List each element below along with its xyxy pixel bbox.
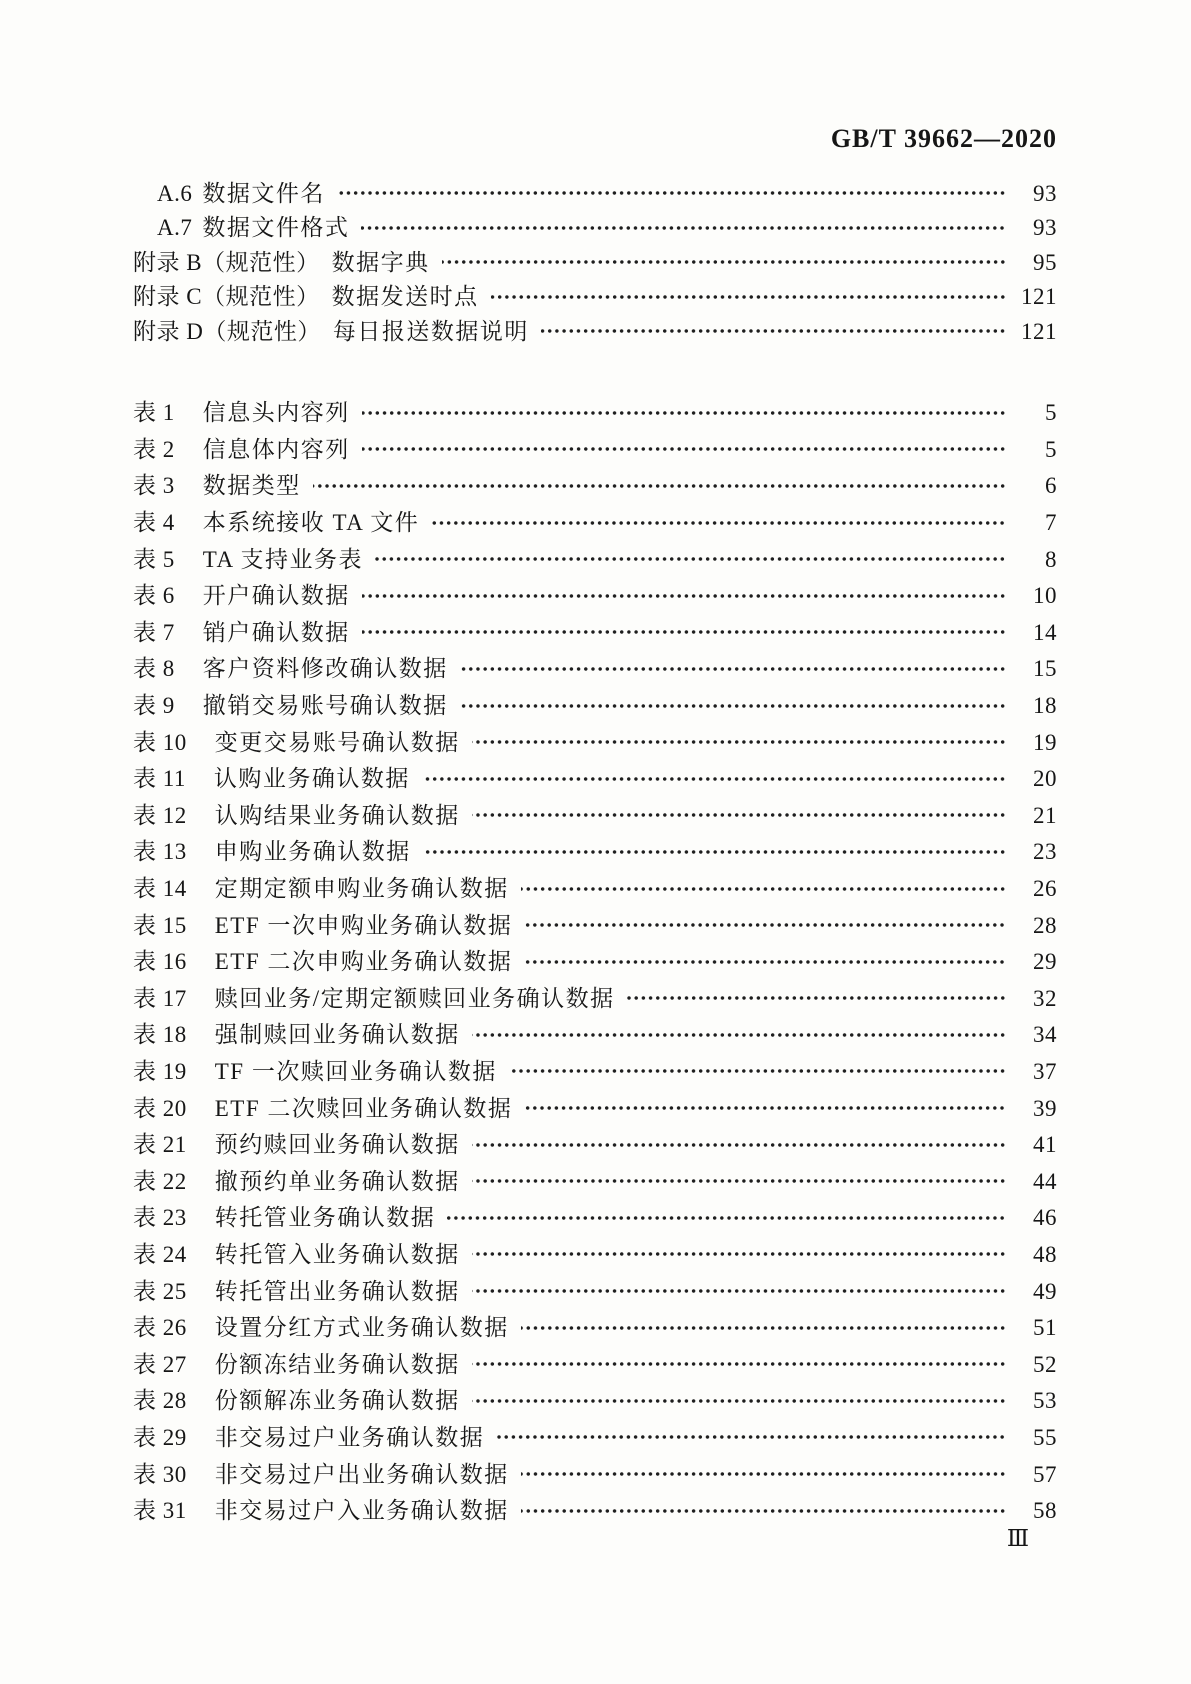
- standard-number-header: GB/T 39662—2020: [830, 124, 1057, 153]
- toc-entry-page-number: 121: [1021, 284, 1057, 310]
- toc-entry-title: 强制赎回业务确认数据: [214, 1022, 460, 1048]
- toc-entry-page-number: 26: [1033, 876, 1057, 902]
- toc-entry: [133, 834, 1057, 871]
- toc-entry: [133, 431, 1057, 468]
- toc-entry: [133, 1309, 1057, 1346]
- dot-leader-line: [375, 553, 1006, 565]
- toc-entry-title: 份额冻结业务确认数据: [214, 1351, 460, 1377]
- toc-entry-page-number: 95: [1033, 249, 1057, 275]
- toc-entry-title: 撤销交易账号确认数据: [202, 693, 448, 719]
- toc-entry-title: 定期定额申购业务确认数据: [214, 876, 509, 902]
- toc-entry: [133, 395, 1057, 432]
- toc-entry-label: 表 1: [133, 400, 175, 426]
- toc-entry-label: 表 17: [133, 985, 187, 1011]
- toc-entry-page-number: 7: [1045, 510, 1057, 536]
- toc-entry-page-number: 32: [1033, 985, 1057, 1011]
- toc-entry-title: 预约赎回业务确认数据: [214, 1132, 460, 1158]
- toc-entry: [133, 1017, 1057, 1054]
- dot-leader-line: [472, 1175, 1006, 1187]
- toc-entry-label: 表 14: [133, 876, 187, 902]
- toc-entry-label: 表 21: [133, 1132, 187, 1158]
- toc-entry: [133, 1090, 1057, 1127]
- toc-entry-page-number: 46: [1033, 1205, 1057, 1231]
- toc-entry-title: 赎回业务/定期定额赎回业务确认数据: [214, 985, 615, 1011]
- table-of-contents: [133, 176, 1057, 1529]
- toc-entry-label: 表 28: [133, 1388, 187, 1414]
- toc-entry: [133, 1419, 1057, 1456]
- toc-entry-label: 表 31: [133, 1498, 187, 1524]
- toc-entry: [133, 1053, 1057, 1090]
- toc-entry-title: 信息头内容列: [202, 400, 350, 426]
- toc-entry-label: 表 13: [133, 839, 187, 865]
- toc-entry: [133, 245, 1057, 280]
- toc-entry-title: 信息体内容列: [202, 436, 350, 462]
- toc-entry-page-number: 5: [1045, 436, 1057, 462]
- toc-entry-title: ETF 二次赎回业务确认数据: [214, 1095, 513, 1121]
- toc-entry: [133, 614, 1057, 651]
- toc-entry: [133, 1200, 1057, 1237]
- section-divider-gap: [133, 349, 1057, 395]
- dot-leader-line: [362, 443, 1006, 455]
- dot-leader-line: [521, 883, 1006, 895]
- toc-entry-title: 数据文件名: [202, 180, 325, 206]
- toc-entry-page-number: 19: [1033, 729, 1057, 755]
- toc-entry-label: 表 3: [133, 473, 175, 499]
- toc-entry: [133, 943, 1057, 980]
- toc-entry: [133, 1346, 1057, 1383]
- toc-entry: [133, 468, 1057, 505]
- dot-leader-line: [472, 1139, 1006, 1151]
- page-number-roman: Ⅲ: [1006, 1526, 1030, 1551]
- toc-entry-title: 份额解冻业务确认数据: [214, 1388, 460, 1414]
- dot-leader-line: [472, 1358, 1006, 1370]
- toc-entry-title: ETF 二次申购业务确认数据: [214, 949, 513, 975]
- dot-leader-line: [460, 663, 1006, 675]
- toc-entry-page-number: 28: [1033, 912, 1057, 938]
- toc-entry: [133, 907, 1057, 944]
- dot-leader-line: [472, 809, 1006, 821]
- toc-entry: [133, 1163, 1057, 1200]
- toc-entry-page-number: 29: [1033, 949, 1057, 975]
- toc-entry-page-number: 10: [1033, 583, 1057, 609]
- toc-entry-label: 附录 D（规范性）: [133, 318, 321, 344]
- toc-entry: [133, 1492, 1057, 1529]
- toc-entry-page-number: 49: [1033, 1278, 1057, 1304]
- toc-appendix-section: [133, 176, 1057, 349]
- toc-entry-title: 认购结果业务确认数据: [214, 802, 460, 828]
- toc-entry-page-number: 57: [1033, 1461, 1057, 1487]
- toc-entry: [133, 687, 1057, 724]
- toc-entry-page-number: 55: [1033, 1424, 1057, 1450]
- toc-entry-title: 非交易过户入业务确认数据: [214, 1498, 509, 1524]
- dot-leader-line: [422, 773, 1006, 785]
- toc-entry-page-number: 52: [1033, 1351, 1057, 1377]
- toc-entry: [133, 760, 1057, 797]
- toc-entry-title: 非交易过户出业务确认数据: [214, 1461, 509, 1487]
- toc-entry-label: 表 16: [133, 949, 187, 975]
- toc-entry-label: 附录 C（规范性）: [133, 284, 320, 310]
- toc-entry: [133, 314, 1057, 349]
- toc-entry-title: 销户确认数据: [202, 619, 350, 645]
- toc-entry-label: 表 2: [133, 436, 175, 462]
- toc-entry-label: 附录 B（规范性）: [133, 249, 320, 275]
- toc-entry-label: 表 25: [133, 1278, 187, 1304]
- dot-leader-line: [496, 1431, 1006, 1443]
- toc-entry-page-number: 44: [1033, 1168, 1057, 1194]
- dot-leader-line: [472, 1248, 1006, 1260]
- toc-entry: [133, 280, 1057, 315]
- toc-entry-label: 表 30: [133, 1461, 187, 1487]
- toc-entry-title: 申购业务确认数据: [214, 839, 411, 865]
- toc-entry-page-number: 5: [1045, 400, 1057, 426]
- toc-entry-label: A.6: [157, 180, 193, 206]
- toc-entry-title: 转托管业务确认数据: [214, 1205, 436, 1231]
- toc-entry-page-number: 93: [1033, 180, 1057, 206]
- dot-leader-line: [472, 1029, 1006, 1041]
- toc-entry-label: 表 9: [133, 693, 175, 719]
- toc-entry-label: 表 12: [133, 802, 187, 828]
- toc-entry-page-number: 8: [1045, 546, 1057, 572]
- dot-leader-line: [521, 1322, 1006, 1334]
- toc-entry-label: 表 10: [133, 729, 187, 755]
- toc-entry-title: 开户确认数据: [202, 583, 350, 609]
- toc-entry-page-number: 20: [1033, 766, 1057, 792]
- toc-entry: [133, 1126, 1057, 1163]
- dot-leader-line: [460, 700, 1006, 712]
- dot-leader-line: [472, 1395, 1006, 1407]
- toc-entry-title: 认购业务确认数据: [213, 766, 410, 792]
- toc-entry-label: 表 29: [133, 1424, 187, 1450]
- dot-leader-line: [521, 1468, 1006, 1480]
- toc-entry: [133, 1236, 1057, 1273]
- toc-entry: [133, 980, 1057, 1017]
- dot-leader-line: [524, 1102, 1006, 1114]
- dot-leader-line: [541, 325, 1006, 337]
- toc-entry-label: 表 8: [133, 656, 175, 682]
- toc-entry: [133, 176, 1057, 211]
- toc-entry-label: 表 4: [133, 510, 175, 536]
- toc-entry-label: 表 19: [133, 1058, 187, 1084]
- toc-entry: [133, 1273, 1057, 1310]
- toc-entry: [133, 651, 1057, 688]
- toc-entry-title: 本系统接收 TA 文件: [202, 510, 420, 536]
- dot-leader-line: [509, 1065, 1006, 1077]
- toc-entry-page-number: 21: [1033, 802, 1057, 828]
- dot-leader-line: [362, 590, 1006, 602]
- toc-entry-label: 表 18: [133, 1022, 187, 1048]
- toc-entry-title: 数据发送时点: [331, 284, 479, 310]
- toc-entry: [133, 1456, 1057, 1493]
- dot-leader-line: [362, 626, 1006, 638]
- toc-entry-label: 表 23: [133, 1205, 187, 1231]
- toc-entry-title: 转托管出业务确认数据: [214, 1278, 460, 1304]
- toc-entry-page-number: 14: [1033, 619, 1057, 645]
- toc-entry-label: 表 27: [133, 1351, 187, 1377]
- toc-entry-title: TA 支持业务表: [202, 546, 364, 572]
- toc-entry-label: 表 22: [133, 1168, 187, 1194]
- toc-entry-page-number: 48: [1033, 1241, 1057, 1267]
- dot-leader-line: [472, 736, 1006, 748]
- dot-leader-line: [337, 187, 1006, 199]
- toc-entry-title: 数据文件格式: [202, 215, 350, 241]
- toc-entry-page-number: 41: [1033, 1132, 1057, 1158]
- toc-entry-page-number: 51: [1033, 1315, 1057, 1341]
- toc-tables-section: [133, 395, 1057, 1529]
- toc-entry: [133, 870, 1057, 907]
- toc-entry: [133, 724, 1057, 761]
- toc-entry-label: 表 5: [133, 546, 175, 572]
- toc-entry-page-number: 39: [1033, 1095, 1057, 1121]
- toc-entry-label: 表 26: [133, 1315, 187, 1341]
- toc-entry-page-number: 15: [1033, 656, 1057, 682]
- dot-leader-line: [521, 1505, 1006, 1517]
- toc-entry: [133, 797, 1057, 834]
- toc-entry-page-number: 93: [1033, 215, 1057, 241]
- toc-entry-page-number: 121: [1021, 318, 1057, 344]
- toc-entry: [133, 504, 1057, 541]
- dot-leader-line: [442, 256, 1006, 268]
- toc-entry-page-number: 34: [1033, 1022, 1057, 1048]
- toc-entry-title: 客户资料修改确认数据: [202, 656, 448, 682]
- toc-entry-label: A.7: [157, 215, 193, 241]
- dot-leader-line: [524, 919, 1006, 931]
- toc-entry-page-number: 6: [1045, 473, 1057, 499]
- toc-entry-label: 表 7: [133, 619, 175, 645]
- toc-entry-title: 撤预约单业务确认数据: [214, 1168, 460, 1194]
- toc-entry-page-number: 53: [1033, 1388, 1057, 1414]
- dot-leader-line: [447, 1212, 1006, 1224]
- dot-leader-line: [423, 846, 1006, 858]
- toc-entry: [133, 577, 1057, 614]
- toc-entry-label: 表 6: [133, 583, 175, 609]
- toc-entry-label: 表 24: [133, 1241, 187, 1267]
- toc-entry-title: 变更交易账号确认数据: [214, 729, 460, 755]
- dot-leader-line: [431, 517, 1006, 529]
- toc-entry-title: 每日报送数据说明: [332, 318, 529, 344]
- toc-entry-title: 转托管入业务确认数据: [214, 1241, 460, 1267]
- toc-entry-title: ETF 一次申购业务确认数据: [214, 912, 513, 938]
- toc-entry-title: 设置分红方式业务确认数据: [214, 1315, 509, 1341]
- toc-entry-title: 数据类型: [202, 473, 301, 499]
- dot-leader-line: [491, 291, 1006, 303]
- dot-leader-line: [362, 407, 1006, 419]
- toc-entry-label: 表 15: [133, 912, 187, 938]
- toc-entry: [133, 541, 1057, 578]
- toc-entry-title: TF 一次赎回业务确认数据: [214, 1058, 497, 1084]
- toc-entry-label: 表 11: [133, 766, 186, 792]
- toc-entry-page-number: 18: [1033, 693, 1057, 719]
- dot-leader-line: [472, 1285, 1006, 1297]
- toc-entry-page-number: 37: [1033, 1058, 1057, 1084]
- dot-leader-line: [361, 222, 1006, 234]
- dot-leader-line: [524, 956, 1006, 968]
- dot-leader-line: [313, 480, 1006, 492]
- toc-entry-page-number: 23: [1033, 839, 1057, 865]
- toc-entry-page-number: 58: [1033, 1498, 1057, 1524]
- toc-entry-label: 表 20: [133, 1095, 187, 1121]
- toc-entry: [133, 1383, 1057, 1420]
- toc-entry-title: 非交易过户业务确认数据: [214, 1424, 485, 1450]
- toc-entry: [133, 211, 1057, 246]
- toc-entry-title: 数据字典: [331, 249, 430, 275]
- dot-leader-line: [627, 992, 1006, 1004]
